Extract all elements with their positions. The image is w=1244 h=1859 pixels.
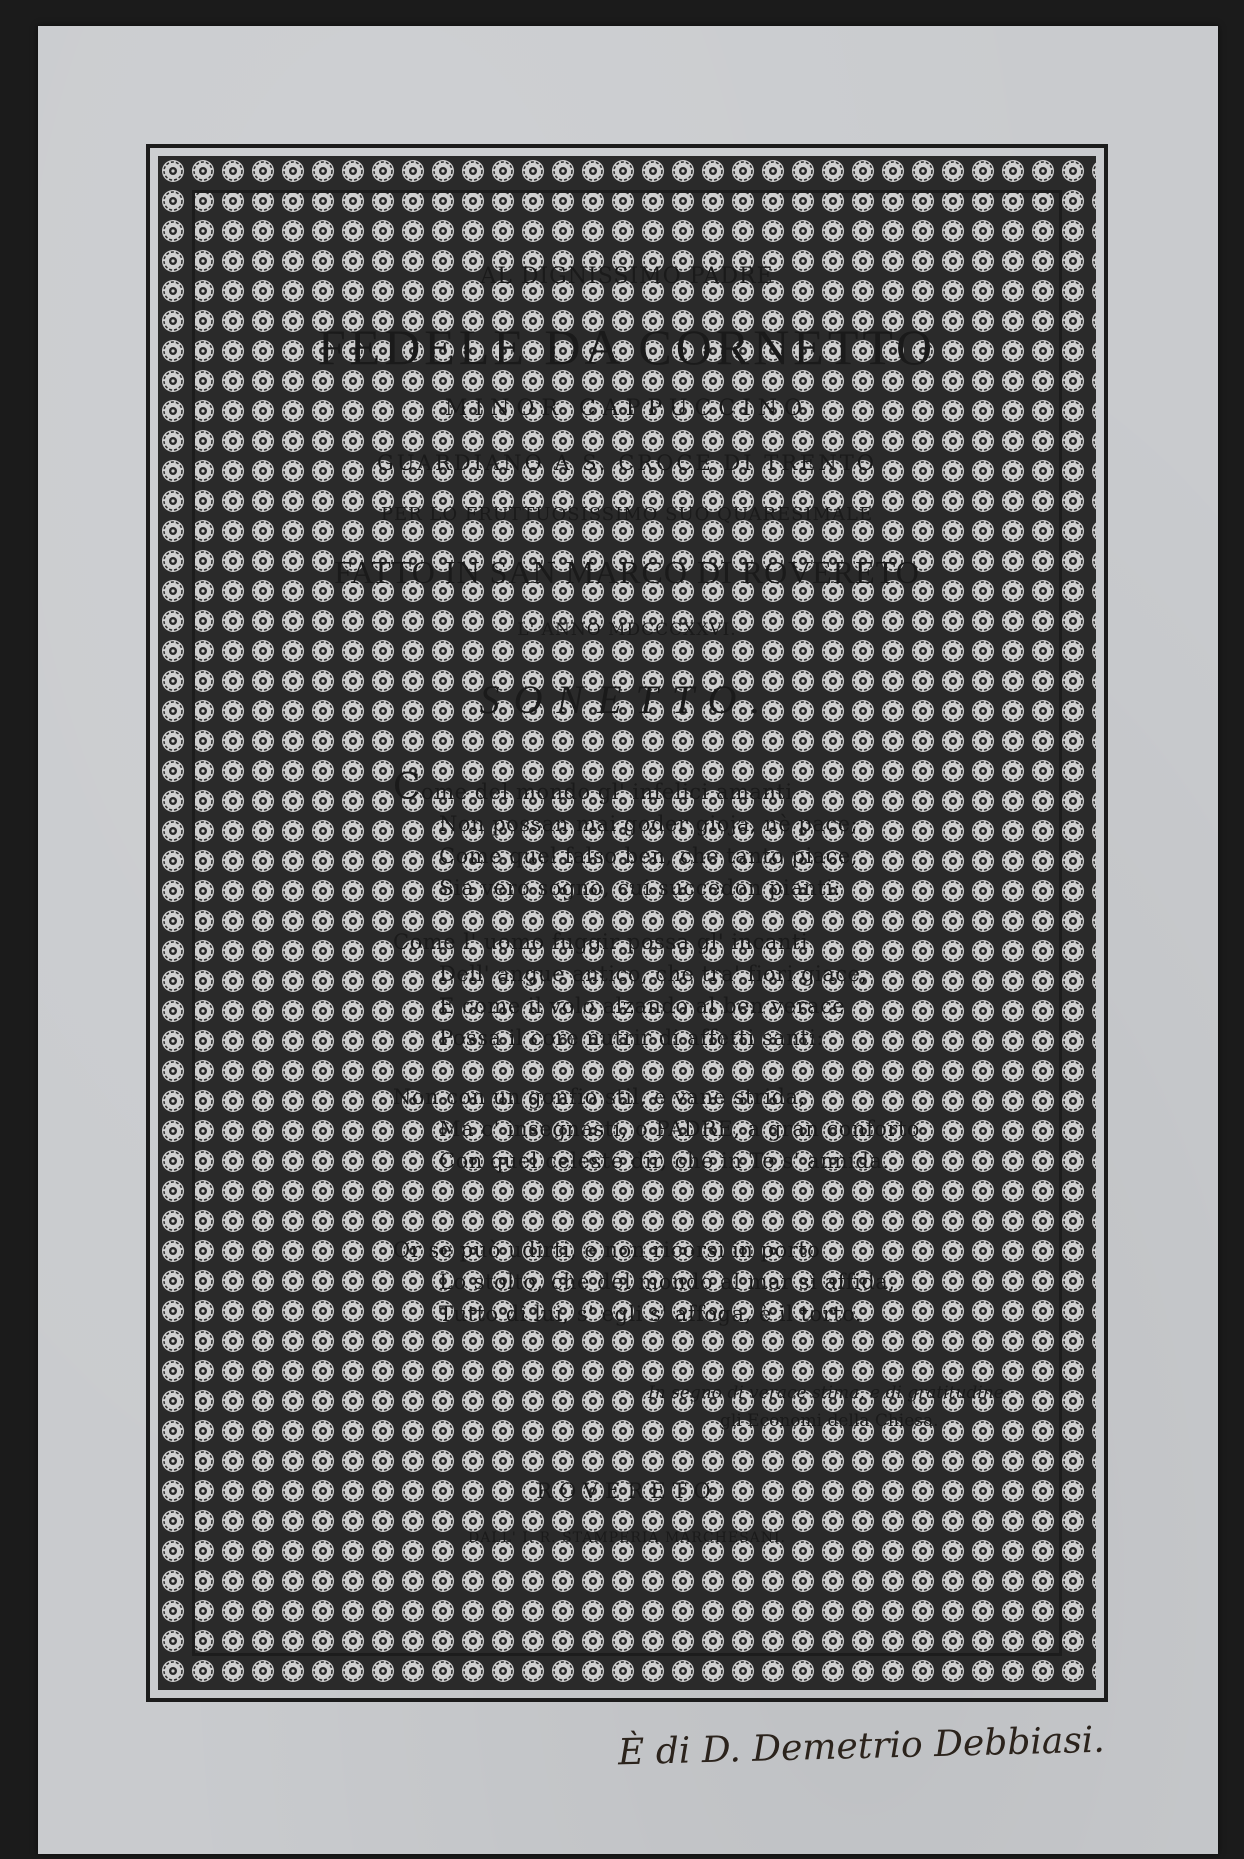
verse-line: Ma c' insegnasti, o PADRE, a gran conforto — [439, 1117, 921, 1141]
ornamental-border — [146, 144, 1108, 1702]
stanza-3 — [393, 1081, 920, 1177]
handwritten-ownership-note: È di D. Demetrio Debbiasi. — [617, 1719, 1106, 1774]
stanza-4 — [393, 1234, 895, 1330]
verse-line: Tutto di lui, s' egli s' affoga, è il torto. — [439, 1302, 863, 1326]
honoree-order: MINOR CAPPUCCINO — [444, 396, 810, 421]
verse-line: Come quel falso ben, che tanto piace, — [439, 844, 859, 868]
stanza-1 — [393, 767, 859, 904]
verse-line: Dell' angue antico, che tra' fiori giace, — [439, 962, 868, 986]
verse-line: Possa il core nutrir di affetti santi: — [439, 1026, 824, 1050]
occasion-line: PER LO FRUTTUOSISSIMO SUO QUARESIMALE — [380, 504, 874, 525]
verse-line: Lo stolto, che del mondo al mar si affida, — [439, 1270, 896, 1294]
poem-title: SONETTO. — [479, 677, 775, 722]
dedication-heading: AL DIGNISSIMO PADRE — [480, 264, 774, 289]
verse-line: Come l' uomo fuggir possa gl' incanti — [393, 930, 809, 954]
verse-line: E come il volo alzando al ben verace — [439, 994, 846, 1018]
stanza-2 — [393, 926, 868, 1054]
verse-line: Sia vero sogno, cui succedon pianti: — [439, 876, 841, 900]
paper-sheet — [38, 26, 1218, 1854]
verse-line: Non possan mai goder gioja, nè pace; — [439, 812, 859, 836]
honoree-office: GUARDIANO A S. CROCE DI TRENTO — [377, 451, 877, 475]
honoree-name: FEDELE DA CORNETTO — [317, 319, 937, 375]
imprint-printer: DALL' I. R. STAMPERIA MARCHESANI. — [467, 1530, 787, 1546]
verse-line: Con quel celeste dir, che in Te s' annida. — [439, 1149, 890, 1173]
verse-line: Or se può udirti, e non ricorsi in porto — [393, 1238, 821, 1262]
drop-cap: C — [393, 767, 422, 808]
verse-line: Come del mondo gl' infelici amanti — [393, 767, 793, 808]
place-heading: FATTO IN SAN MARCO DI ROVERETO — [334, 554, 920, 590]
dedication-signature — [648, 1379, 1004, 1435]
imprint-city: ROVERETO — [536, 1479, 718, 1503]
year-line: L' ANNO MDCCCXXVI. — [517, 620, 737, 640]
dedication-line-2: gli Economi della Chiesa. — [720, 1411, 939, 1431]
verse-line: Non con un gonfio stil, e vane strida, — [393, 1085, 806, 1109]
dedication-line-1: In segno di verace stima, e di gratitudine — [648, 1383, 1004, 1403]
